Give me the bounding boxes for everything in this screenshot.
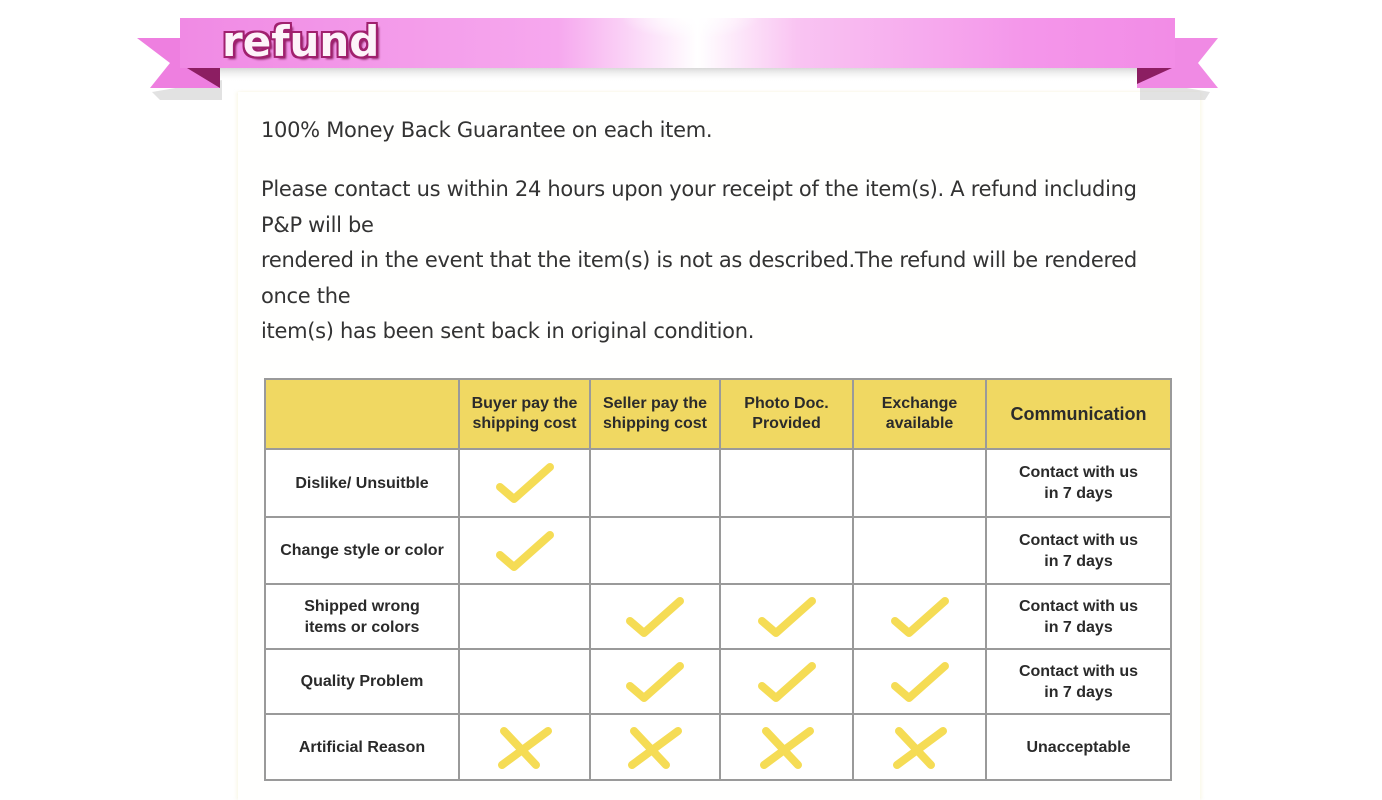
header-seller-pays-shipping [590,379,720,449]
table-row [265,517,1171,584]
instructions-line: once the [261,283,351,308]
refund-policy-table [264,378,1172,781]
photo-doc-cell [720,517,853,584]
checkmark-icon [756,593,818,641]
cross-icon [624,723,686,771]
table-row [265,714,1171,780]
photo-doc-cell [720,584,853,649]
table-row [265,584,1171,649]
exchange-cell [853,449,986,517]
reason-line: Dislike/ Unsuitble [295,474,429,492]
exchange-cell [853,517,986,584]
header-line: Photo Doc. [744,395,829,412]
checkmark-icon [494,459,556,507]
communication-line: Contact with us [1018,531,1139,549]
reason-cell [265,584,459,649]
instructions-line: item(s) has been sent back in original condition. [261,319,755,343]
header-buyer-pays-shipping [459,379,590,449]
reason-line: Quality Problem [300,673,424,690]
seller-pays-shipping-cell [590,517,720,584]
checkmark-icon [624,658,686,706]
communication-line: Unacceptable [1026,738,1131,756]
communication-line: in 7 days [1044,485,1113,502]
communication-cell [986,649,1171,714]
buyer-pays-shipping-cell [459,517,590,584]
photo-doc-cell [720,714,853,780]
communication-line: Contact with us [1018,662,1139,680]
photo-doc-cell [720,449,853,517]
communication-line: in 7 days [1044,683,1113,701]
buyer-pays-shipping-cell [459,649,590,714]
header-line: Buyer pay the [471,395,578,412]
banner-title: refund [222,17,380,66]
table-row [265,649,1171,714]
table-header-row [265,379,1171,449]
checkmark-icon [756,658,818,706]
checkmark-icon [624,593,686,641]
seller-pays-shipping-cell [590,584,720,649]
instructions-line: rendered in the event that the item(s) is not as described.The refund will be rendered [261,248,1137,272]
header-line: Seller pay the [602,395,708,412]
header-reason [265,379,459,449]
instructions-line: P&P will be [261,212,374,237]
header-line: Exchange [881,395,958,412]
cross-icon [889,723,951,771]
reason-cell [265,449,459,517]
checkmark-icon [494,527,556,575]
header-line: available [885,415,954,432]
header-exchange [853,379,986,449]
communication-line: Contact with us [1018,464,1139,481]
exchange-cell [853,714,986,780]
checkmark-icon [889,658,951,706]
communication-line: in 7 days [1044,618,1113,636]
seller-pays-shipping-cell [590,449,720,517]
header-photo-doc [720,379,853,449]
reason-cell [265,714,459,780]
reason-line: items or colors [304,618,420,636]
exchange-cell [853,649,986,714]
checkmark-icon [889,593,951,641]
header-line: shipping cost [603,415,707,432]
communication-cell [986,584,1171,649]
ribbon-graphic [0,0,1382,110]
cross-icon [756,723,818,771]
guarantee-text: 100% Money Back Guarantee on each item. [261,118,713,142]
buyer-pays-shipping-cell [459,714,590,780]
communication-cell [986,517,1171,584]
instructions-line: Please contact us within 24 hours upon your receipt of the item(s). A refund including [261,177,1137,201]
refund-banner [0,0,1382,110]
communication-cell [986,714,1171,780]
reason-line: Change style or color [280,542,444,559]
buyer-pays-shipping-cell [459,584,590,649]
seller-pays-shipping-cell [590,714,720,780]
reason-cell [265,649,459,714]
reason-line: Artificial Reason [298,738,426,756]
table-row [265,449,1171,517]
communication-cell [986,449,1171,517]
header-line: Provided [752,415,821,432]
cross-icon [494,723,556,771]
buyer-pays-shipping-cell [459,449,590,517]
header-communication: Communication [986,379,1171,449]
communication-line: Contact with us [1018,597,1139,615]
exchange-cell [853,584,986,649]
reason-cell [265,517,459,584]
communication-line: in 7 days [1044,552,1113,570]
header-line: shipping cost [472,415,577,432]
photo-doc-cell [720,649,853,714]
reason-line: Shipped wrong [304,597,420,615]
refund-instructions [261,172,1171,350]
seller-pays-shipping-cell [590,649,720,714]
